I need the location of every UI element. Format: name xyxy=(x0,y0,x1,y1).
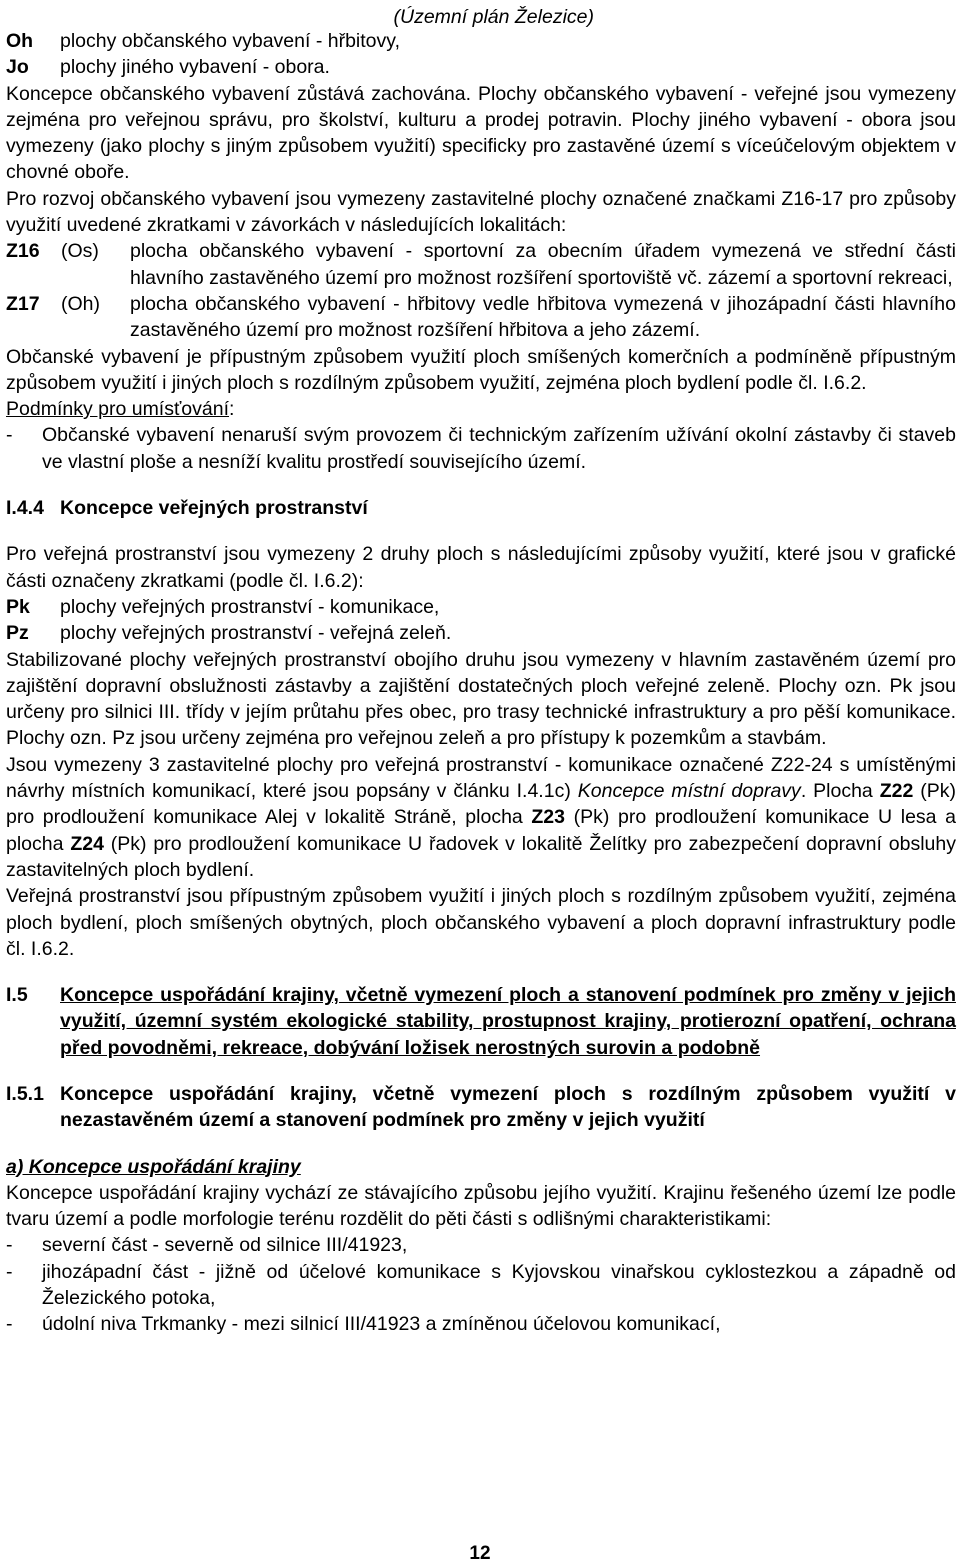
section-title: Koncepce uspořádání krajiny, včetně vymezení ploch s rozdílným způsobem využití v nezastavěném území a stanovení podmínek pro změny v jejich využití xyxy=(60,1082,956,1132)
paragraph-spaces-permissibility: Veřejná prostranství jsou přípustným způsobem využití i jiných ploch s rozdílným způsobem využití, zejména ploch bydlení, ploch smíšených obytných, ploch občanského vybavení a ploch dopravní infrastruktury podle čl. I.6.2. xyxy=(6,885,956,960)
conditions-heading xyxy=(6,396,956,422)
paragraph-landscape: Koncepce uspořádání krajiny vychází ze stávajícího způsobu jejího využití. Krajinu řešeného území lze podle tvaru území a podle morfologie terénu rozdělit do pěti části s odlišnými charakteristikami: xyxy=(6,1181,956,1231)
paragraph-development-areas: Pro rozvoj občanského vybavení jsou vymezeny zastavitelné plochy označené značkami Z16-17 pro způsoby využití uvedené zkratkami v závorkách v následujících lokalitách: xyxy=(6,187,956,237)
bullet-dash: - xyxy=(6,1260,13,1283)
conditions-colon: : xyxy=(229,398,235,421)
list-item xyxy=(6,1311,956,1337)
zone-z17 xyxy=(6,291,956,344)
zone-type: (Os) xyxy=(61,240,99,263)
document-page xyxy=(6,0,956,1338)
bullet-text: Občanské vybavení nenaruší svým provozem či technickým zařízením užívání okolní zástavby či staveb ve vlastní ploše a nesníží kvalitu prostředí souvisejícího území. xyxy=(42,424,956,473)
text-run-italic: Koncepce místní dopravy xyxy=(577,780,801,803)
section-number: I.5.1 xyxy=(6,1082,44,1105)
section-heading-i51 xyxy=(6,1081,956,1134)
bullet-text: údolní niva Trkmanky - mezi silnicí III/41923 a zmíněnou účelovou komunikací, xyxy=(42,1313,721,1336)
term-pk xyxy=(6,594,956,620)
paragraph-developable-spaces xyxy=(6,752,956,883)
text-run: Jsou vymezeny 3 zastavitelné plochy pro veřejná prostranství - komunikace označené Z22-24 s umístěnými návrhy místních komunikací, které jsou popsány v článku I.4.1c) xyxy=(6,753,956,803)
term-code: Jo xyxy=(6,56,29,79)
term-jo xyxy=(6,54,956,80)
zone-ref-z22: Z22 xyxy=(879,780,914,803)
zone-text: plocha občanského vybavení - sportovní za obecním úřadem vymezená ve střední části hlavního zastavěného území pro možnost rozšíření sportoviště vč. zázemí a sportovní rekreaci, xyxy=(130,240,956,289)
zone-code: Z16 xyxy=(6,240,40,263)
term-oh xyxy=(6,28,956,54)
term-code: Pk xyxy=(6,595,30,618)
section-heading-i5 xyxy=(6,982,956,1061)
page-header: (Územní plán Železice) xyxy=(393,6,594,28)
section-number: I.5 xyxy=(6,984,28,1007)
bullet-text: severní část - severně od silnice III/41923, xyxy=(42,1234,408,1257)
section-title: Koncepce veřejných prostranství xyxy=(60,497,368,520)
bullet-dash: - xyxy=(6,1234,13,1257)
term-text: plochy veřejných prostranství - veřejná zeleň. xyxy=(60,622,452,645)
section-heading-i44 xyxy=(6,495,956,521)
term-text: plochy jiného vybavení - obora. xyxy=(60,56,330,79)
paragraph-public-spaces: Pro veřejná prostranství jsou vymezeny 2 druhy ploch s následujícími způsoby využití, které jsou v grafické části označeny zkratkami (podle čl. I.6.2): xyxy=(6,543,956,592)
term-pz xyxy=(6,620,956,646)
list-item xyxy=(6,1232,956,1258)
bullet-dash: - xyxy=(6,424,13,447)
section-title: Koncepce uspořádání krajiny, včetně vymezení ploch a stanovení podmínek pro změny v jejich využití, územní systém ekologické stability, prostupnost krajiny, protierozní opatření, ochrana před povodněmi, rekreace, dobývání ložisek nerostných surovin a podobně xyxy=(60,984,956,1059)
subsection-heading-a: a) Koncepce uspořádání krajiny xyxy=(6,1155,301,1178)
zone-code: Z17 xyxy=(6,292,40,315)
text-run: . Plocha xyxy=(800,780,880,803)
text-run: (Pk) pro prodloužení komunikace U řadovek v lokalitě Želítky pro zabezpečení dopravní obsluhy zastavitelných ploch bydlení. xyxy=(6,832,956,881)
term-text: plochy občanského vybavení - hřbitovy, xyxy=(60,30,400,52)
bullet-dash: - xyxy=(6,1313,13,1336)
paragraph-civic-permissibility: Občanské vybavení je přípustným způsobem využití ploch smíšených komerčních a podmíněně přípustným způsobem využití i jiných ploch s rozdílným způsobem využití, zejména ploch bydlení podle čl. I.6.2. xyxy=(6,345,956,394)
conditions-item xyxy=(6,422,956,475)
zone-text: plocha občanského vybavení - hřbitovy vedle hřbitova vymezená v jihozápadní části hlavního zastavěného území pro možnost rozšíření hřbitova a jeho zázemí. xyxy=(130,292,956,342)
term-text: plochy veřejných prostranství - komunikace, xyxy=(60,595,440,618)
paragraph-civic-concept: Koncepce občanského vybavení zůstává zachována. Plochy občanského vybavení - veřejné jsou vymezeny zejména pro veřejnou správu, pro školství, kulturu a prodej potravin. Plochy jiného vybavení - obora jsou vymezeny (jako plochy s jiným způsobem využití) specificky pro zastavěné území s víceúčelovým objektem v chovné oboře. xyxy=(6,82,956,184)
term-code: Oh xyxy=(6,30,34,52)
paragraph-stabilized-spaces: Stabilizované plochy veřejných prostranství obojího druhu jsou vymezeny v hlavním zastavěném území pro zajištění dopravní obslužnosti zástavby a zajištění dostatečných ploch veřejné zeleně. Plochy ozn. Pk jsou určeny pro silnici III. třídy v jejím průtahu přes obec, pro trasy technické infrastruktury a pro pěší komunikace. Plochy ozn. Pz jsou určeny zejména pro veřejnou zeleň a pro přístupy k pozemkům a stavbám. xyxy=(6,648,956,750)
zone-ref-z24: Z24 xyxy=(70,832,104,855)
zone-ref-z23: Z23 xyxy=(531,806,565,829)
conditions-label: Podmínky pro umísťování xyxy=(6,398,229,421)
bullet-text: jihozápadní část - jižně od účelové komunikace s Kyjovskou vinařskou cyklostezkou a západně od Železického potoka, xyxy=(42,1260,956,1310)
page-number: 12 xyxy=(469,1543,491,1564)
text-run: (Pk) pro prodloužení komunikace U lesa a plocha xyxy=(6,806,956,855)
section-number: I.4.4 xyxy=(6,497,44,520)
zone-z16 xyxy=(6,238,956,291)
list-item xyxy=(6,1259,956,1312)
term-code: Pz xyxy=(6,622,29,645)
text-run: (Pk) pro prodloužení komunikace Alej v lokalitě Stráně, plocha xyxy=(6,780,956,829)
zone-type: (Oh) xyxy=(61,292,100,315)
